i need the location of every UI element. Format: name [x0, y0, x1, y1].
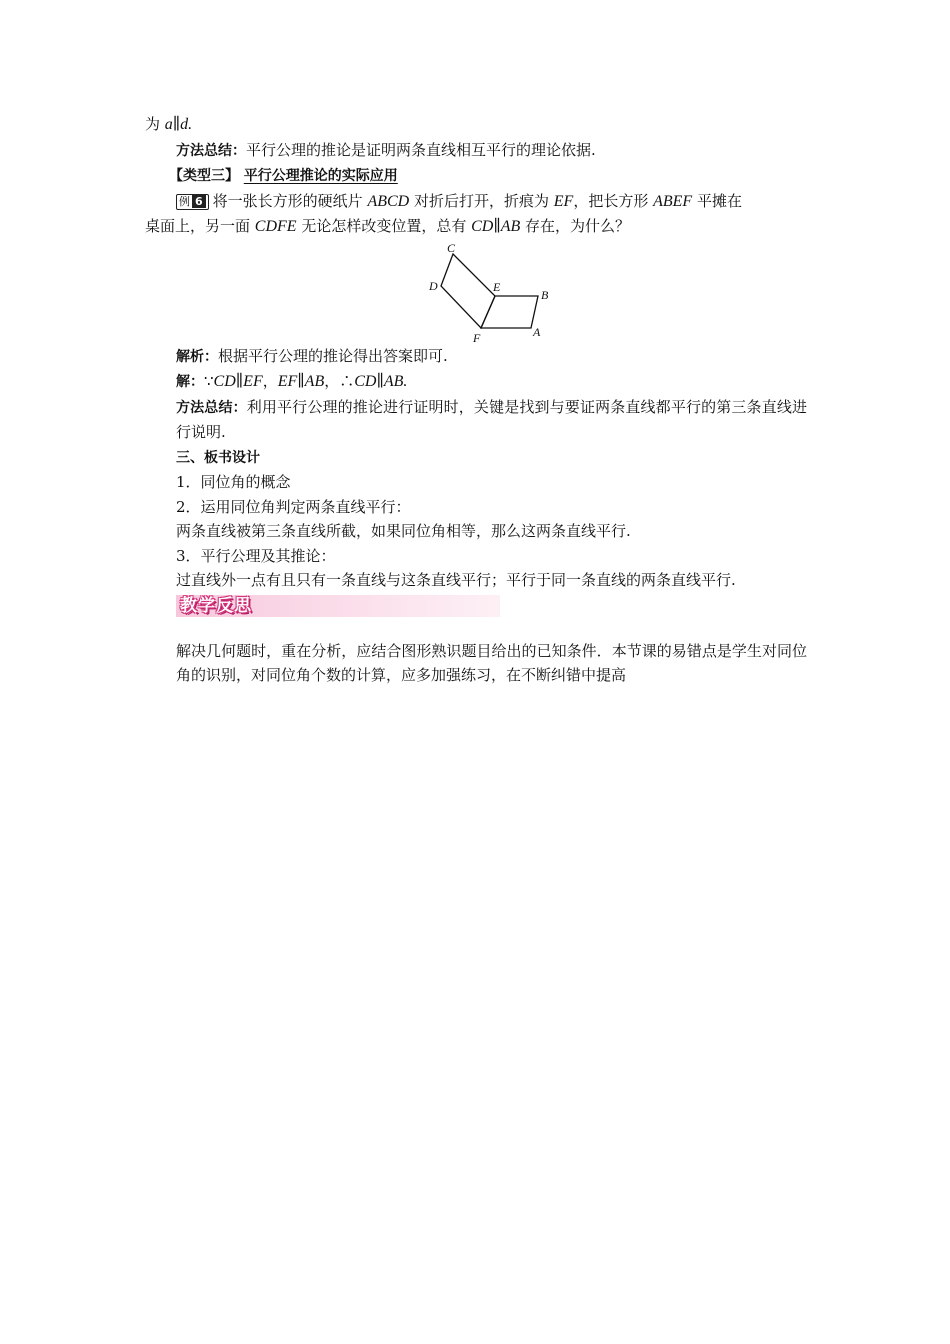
summary-text: 平行公理的推论是证明两条直线相互平行的理论依据.: [246, 140, 596, 159]
face-cdfe: [441, 254, 495, 328]
solution: 解：∵CD∥EF，EF∥AB，∴CD∥AB.: [176, 372, 408, 390]
summary-text: 利用平行公理的推论进行证明时，关键是找到与要证两条直线都平行的第三条直线进行说明.: [176, 397, 807, 441]
banner-title: 教学反思: [180, 595, 252, 616]
summary-label: 方法总结：: [176, 142, 246, 159]
solution-label: 解：: [176, 374, 204, 390]
continued-line: [145, 112, 807, 138]
method-summary-1: [145, 138, 807, 164]
method-summary-2: [145, 395, 807, 445]
example-6-problem: 例 6 将一张长方形的硬纸片 ABCD 对折后打开，折痕为 EF，把长方形 ABEF 平摊在: [145, 189, 807, 215]
board-heading: 三、板书设计: [176, 449, 260, 466]
board-item-3: 3．平行公理及其推论：: [176, 546, 336, 565]
board-item-3-text: 过直线外一点有且只有一条直线与这条直线平行；平行于同一条直线的两条直线平行.: [176, 571, 736, 589]
board-item-1: 1．同位角的概念: [176, 473, 291, 491]
label-f: F: [473, 330, 481, 344]
folded-rectangle-figure: [423, 244, 563, 344]
face-abef: [481, 296, 538, 328]
analysis-label: 解析：: [176, 348, 218, 365]
analysis: [145, 344, 807, 370]
reflection-text: 解决几何题时，重在分析，应结合图形熟识题目给出的已知条件．本节课的易错点是学生对同位角的识别，对同位角个数的计算，应多加强练习，在不断纠错中提高: [176, 641, 807, 684]
label-c: C: [447, 243, 456, 255]
label-d: D: [429, 278, 438, 293]
teaching-reflection-banner: [176, 595, 500, 617]
math-expression: a∥d.: [164, 116, 193, 133]
board-item-2: 2．运用同位角判定两条直线平行：: [176, 497, 411, 516]
board-item-2-text: 两条直线被第三条直线所截，如果同位角相等，那么这两条直线平行.: [176, 522, 631, 540]
type-title: 平行公理推论的实际应用: [243, 168, 398, 184]
text: 为: [145, 115, 165, 133]
type-tag: 【类型三】: [169, 168, 239, 184]
type-heading: [145, 163, 807, 189]
label-b: B: [541, 287, 549, 302]
example-badge: 例 6: [176, 194, 209, 210]
example-6-problem-cont: 桌面上，另一面 CDFE 无论怎样改变位置，总有 CD∥AB 存在，为什么？: [145, 217, 631, 235]
document-page: [145, 112, 807, 688]
analysis-text: 根据平行公理的推论得出答案即可.: [218, 346, 448, 365]
label-a: A: [533, 324, 541, 339]
label-e: E: [493, 279, 501, 294]
summary-label: 方法总结：: [176, 399, 247, 416]
